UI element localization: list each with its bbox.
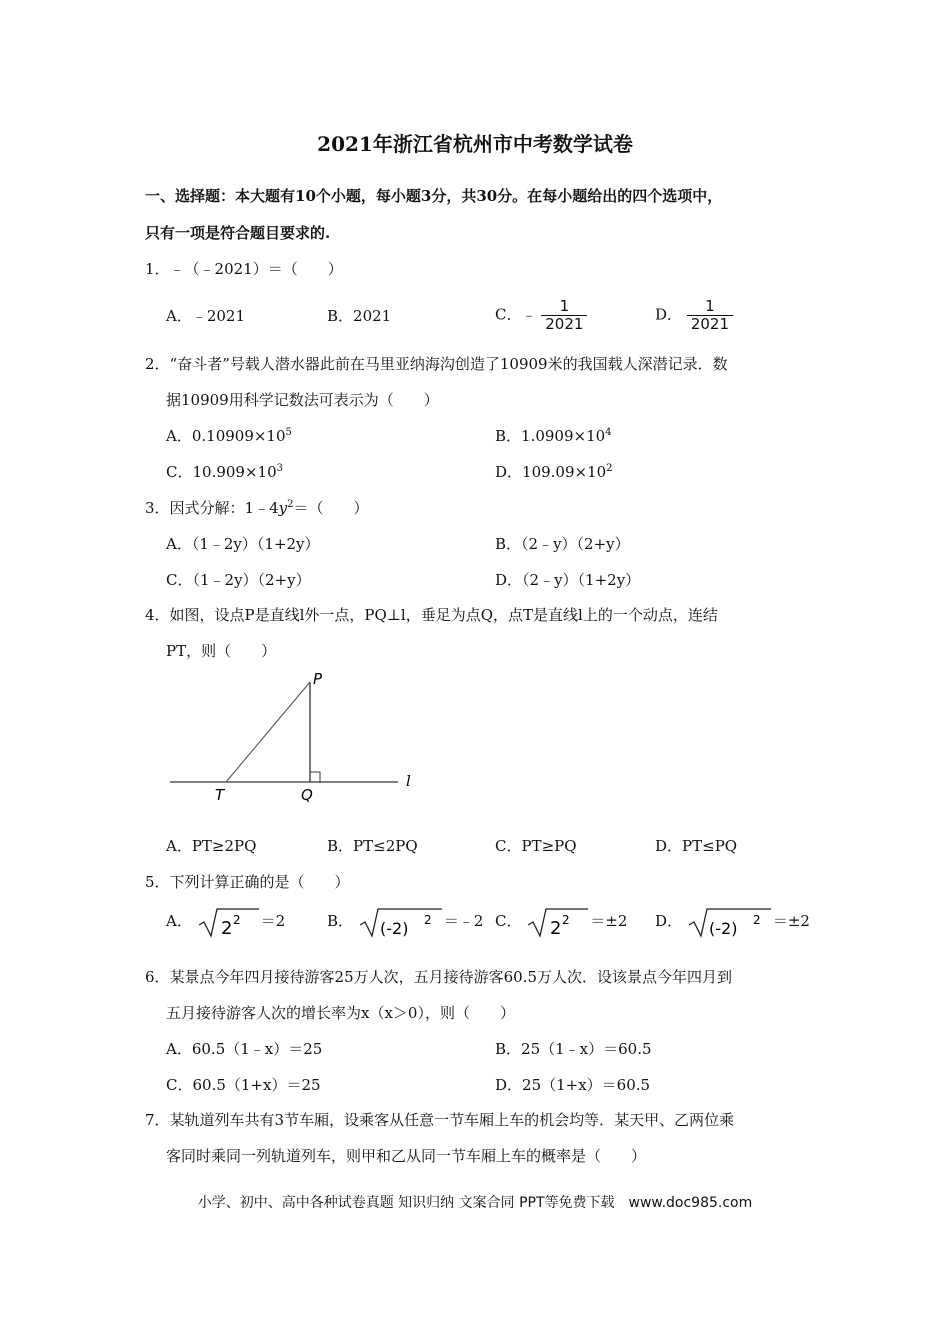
q1-option-c [495, 298, 587, 333]
q1-option-c-prefix: C．﹣ [495, 305, 537, 324]
q2-option-c [166, 461, 283, 482]
exponent: 2 [606, 463, 613, 474]
q5-option-c [495, 906, 627, 938]
q6-option-c: C．60.5（1+x）＝25 [166, 1076, 321, 1094]
q6-option-d: D．25（1+x）＝60.5 [495, 1076, 651, 1094]
q1-option-d [655, 298, 733, 333]
fraction-denominator: 2021 [687, 315, 733, 333]
segment-pt [226, 682, 310, 782]
sqrt-icon [687, 906, 773, 938]
q4-option-c: C．PT≥PQ [495, 837, 577, 855]
exponent: 4 [605, 427, 612, 438]
label-q: Q [301, 786, 313, 804]
fraction-denominator: 2021 [541, 315, 587, 333]
question-4-stem-line2: PT，则（ ） [166, 642, 277, 660]
q2-option-b-text: B．1.0909×10 [495, 427, 606, 445]
label-t: T [215, 786, 225, 804]
geometry-figure [160, 668, 430, 808]
q2-option-a [166, 425, 292, 446]
radicand: 2 [550, 918, 562, 938]
q4-option-a: A．PT≥2PQ [166, 837, 257, 855]
right-angle-mark [310, 772, 320, 782]
exponent: 3 [276, 463, 283, 474]
q5-option-c-prefix: C． [495, 912, 522, 930]
fraction-numerator: 1 [559, 297, 570, 315]
question-6-stem-line2: 五月接待游客人次的增长率为x（x＞0），则（ ） [166, 1004, 515, 1022]
q2-option-b [495, 425, 612, 446]
q5-option-b [327, 906, 483, 938]
question-7-stem-line2: 客同时乘同一列轨道列车，则甲和乙从同一节车厢上车的概率是（ ） [166, 1147, 647, 1165]
sqrt-icon [526, 906, 590, 938]
section-heading-line2: 只有一项是符合题目要求的. [145, 224, 331, 242]
q5-option-d-suffix: ＝±2 [772, 912, 810, 930]
q5-option-b-prefix: B． [327, 912, 354, 930]
sqrt-icon [358, 906, 444, 938]
exponent: 2 [752, 913, 761, 927]
q3-option-d: D．（2﹣y）（1+2y） [495, 571, 641, 589]
page-title: 2021年浙江省杭州市中考数学试卷 [317, 132, 633, 156]
label-l: l [406, 772, 411, 790]
radicand: (-2) [708, 919, 738, 938]
q5-option-d-prefix: D． [655, 912, 683, 930]
q5-option-a-prefix: A． [166, 912, 192, 930]
q3-stem-start: 3．因式分解：1﹣4 [145, 499, 279, 517]
q3-option-a: A．（1﹣2y）（1+2y） [166, 535, 320, 553]
q1-option-b: B．2021 [327, 307, 392, 325]
q1-option-c-fraction [541, 298, 587, 333]
q5-option-a [166, 906, 285, 938]
q1-option-a: A．﹣2021 [166, 307, 246, 325]
question-6-stem-line1: 6．某景点今年四月接待游客25万人次，五月接待游客60.5万人次．设该景点今年四月到 [145, 968, 733, 986]
q3-stem-end: ＝（ ） [293, 499, 369, 517]
page-footer: 小学、初中、高中各种试卷真题 知识归纳 文案合同 PPT等免费下载 www.doc985.com [197, 1195, 753, 1211]
question-4-stem-line1: 4．如图，设点P是直线l外一点，PQ⊥l，垂足为点Q，点T是直线l上的一个动点，连结 [145, 606, 718, 624]
question-5-stem: 5．下列计算正确的是（ ） [145, 873, 350, 891]
q1-option-d-prefix: D． [655, 305, 683, 324]
exponent: 2 [423, 913, 432, 927]
q2-option-a-text: A．0.10909×10 [166, 427, 286, 445]
question-2-stem-line1: 2．“奋斗者”号载人潜水器此前在马里亚纳海沟创造了10909米的我国载人深潜记录．数 [145, 355, 728, 373]
q1-option-d-fraction [687, 298, 733, 333]
q6-option-b: B．25（1﹣x）＝60.5 [495, 1040, 652, 1058]
q5-option-c-suffix: ＝±2 [590, 912, 628, 930]
exponent: 2 [287, 499, 294, 510]
q2-option-d [495, 461, 613, 482]
question-7-stem-line1: 7．某轨道列车共有3节车厢，设乘客从任意一节车厢上车的机会均等．某天甲、乙两位乘 [145, 1111, 735, 1129]
q2-option-d-text: D．109.09×10 [495, 463, 607, 481]
q5-option-d [655, 906, 810, 938]
q3-option-c: C．（1﹣2y）（2+y） [166, 571, 311, 589]
radicand: 2 [220, 918, 233, 938]
exponent: 2 [562, 913, 570, 927]
variable: y [278, 499, 288, 517]
q3-option-b: B．（2﹣y）（2+y） [495, 535, 630, 553]
q4-option-d: D．PT≤PQ [655, 837, 738, 855]
question-2-stem-line2: 据10909用科学记数法可表示为（ ） [166, 391, 439, 409]
exponent: 2 [232, 913, 241, 927]
section-heading-line1: 一、选择题：本大题有10个小题，每小题3分，共30分。在每小题给出的四个选项中， [145, 187, 723, 205]
fraction-numerator: 1 [705, 297, 715, 315]
exponent: 5 [285, 427, 292, 438]
question-3-stem [145, 497, 369, 518]
q6-option-a: A．60.5（1﹣x）＝25 [166, 1040, 323, 1058]
question-1-stem: 1．﹣（﹣2021）＝（ ） [145, 260, 343, 278]
sqrt-icon [197, 906, 261, 938]
radicand: (-2) [379, 919, 409, 938]
label-p: P [313, 670, 323, 688]
q2-option-c-text: C．10.909×10 [166, 463, 277, 481]
q5-option-b-suffix: ＝﹣2 [443, 912, 484, 930]
q5-option-a-suffix: ＝2 [260, 912, 286, 930]
q4-option-b: B．PT≤2PQ [327, 837, 418, 855]
